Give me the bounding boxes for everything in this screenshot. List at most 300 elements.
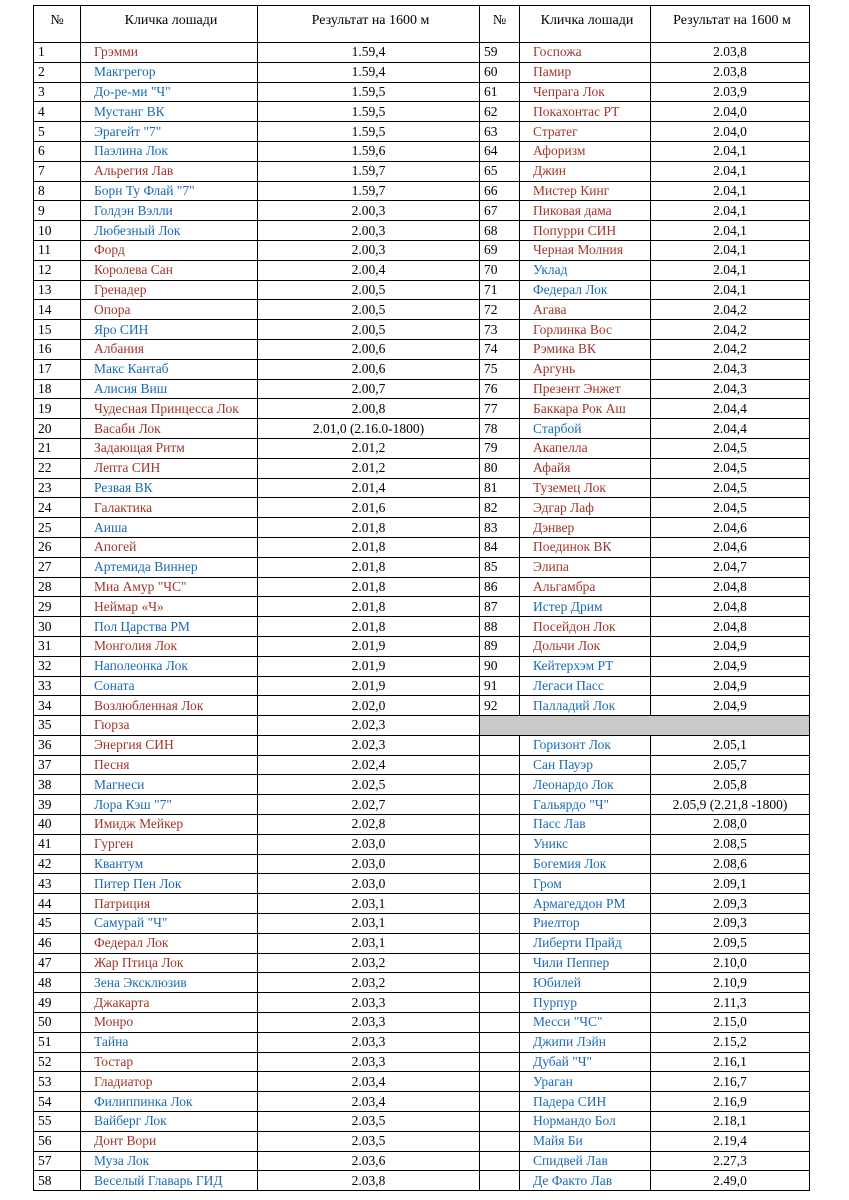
table-row bbox=[34, 498, 810, 518]
row-number: 32 bbox=[34, 656, 81, 676]
result-time: 2.04,1 bbox=[651, 141, 810, 161]
row-number: 82 bbox=[480, 498, 520, 518]
horse-name: Покахонтас РТ bbox=[520, 102, 651, 122]
row-number: 76 bbox=[480, 379, 520, 399]
result-time: 2.10,0 bbox=[651, 953, 810, 973]
result-time: 1.59,6 bbox=[258, 141, 480, 161]
result-time: 2.04,3 bbox=[651, 359, 810, 379]
result-time: 2.01,9 bbox=[258, 656, 480, 676]
result-time: 2.08,6 bbox=[651, 854, 810, 874]
row-number bbox=[480, 1171, 520, 1191]
row-number: 55 bbox=[34, 1112, 81, 1132]
horse-name: Риелтор bbox=[520, 914, 651, 934]
horse-name: Презент Энжет bbox=[520, 379, 651, 399]
row-number bbox=[480, 1032, 520, 1052]
horse-name: Месси "ЧС" bbox=[520, 1013, 651, 1033]
row-number: 69 bbox=[480, 240, 520, 260]
row-number: 23 bbox=[34, 478, 81, 498]
horse-name: Гальярдо "Ч" bbox=[520, 795, 651, 815]
row-number bbox=[480, 1072, 520, 1092]
result-time: 2.01,8 bbox=[258, 518, 480, 538]
result-time: 2.03,1 bbox=[258, 933, 480, 953]
result-time: 2.18,1 bbox=[651, 1112, 810, 1132]
table-row bbox=[34, 973, 810, 993]
horse-name: Кейтерхэм РТ bbox=[520, 656, 651, 676]
horse-name: Филиппинка Лок bbox=[81, 1092, 258, 1112]
row-number: 50 bbox=[34, 1013, 81, 1033]
row-number: 9 bbox=[34, 201, 81, 221]
row-number: 16 bbox=[34, 339, 81, 359]
row-number: 85 bbox=[480, 557, 520, 577]
row-number: 34 bbox=[34, 696, 81, 716]
horse-name: Уникс bbox=[520, 834, 651, 854]
horse-name: Апогей bbox=[81, 537, 258, 557]
row-number: 4 bbox=[34, 102, 81, 122]
horse-name: Квантум bbox=[81, 854, 258, 874]
horse-name: Агава bbox=[520, 300, 651, 320]
table-row bbox=[34, 815, 810, 835]
result-time: 2.03,9 bbox=[651, 82, 810, 102]
result-time: 2.01,9 bbox=[258, 636, 480, 656]
header-result-left: Результат на 1600 м bbox=[258, 6, 480, 43]
row-number: 7 bbox=[34, 161, 81, 181]
horse-name: Дубай "Ч" bbox=[520, 1052, 651, 1072]
row-number: 38 bbox=[34, 775, 81, 795]
row-number: 86 bbox=[480, 577, 520, 597]
table-row bbox=[34, 993, 810, 1013]
horse-name: Имидж Мейкер bbox=[81, 815, 258, 835]
horse-name: Стратег bbox=[520, 122, 651, 142]
result-time: 2.02,3 bbox=[258, 716, 480, 736]
result-time: 2.01,8 bbox=[258, 597, 480, 617]
result-time: 2.04,1 bbox=[651, 181, 810, 201]
row-number: 29 bbox=[34, 597, 81, 617]
horse-name: Ураган bbox=[520, 1072, 651, 1092]
result-time: 2.04,1 bbox=[651, 221, 810, 241]
table-row bbox=[34, 676, 810, 696]
table-row bbox=[34, 914, 810, 934]
horse-name: Патриция bbox=[81, 894, 258, 914]
result-time: 2.04,9 bbox=[651, 696, 810, 716]
result-time: 2.04,2 bbox=[651, 339, 810, 359]
result-time: 2.09,5 bbox=[651, 933, 810, 953]
row-number: 71 bbox=[480, 280, 520, 300]
horse-name: Попурри СИН bbox=[520, 221, 651, 241]
row-number bbox=[480, 933, 520, 953]
row-number: 88 bbox=[480, 617, 520, 637]
row-number: 63 bbox=[480, 122, 520, 142]
horse-name: Тайна bbox=[81, 1032, 258, 1052]
result-time: 2.04,2 bbox=[651, 320, 810, 340]
horse-name: Джакарта bbox=[81, 993, 258, 1013]
row-number: 19 bbox=[34, 399, 81, 419]
result-time: 2.03,1 bbox=[258, 894, 480, 914]
row-number: 72 bbox=[480, 300, 520, 320]
row-number: 6 bbox=[34, 141, 81, 161]
horse-name: Грэмми bbox=[81, 43, 258, 63]
table-row bbox=[34, 82, 810, 102]
result-time: 2.01,8 bbox=[258, 577, 480, 597]
horse-name: Дольчи Лок bbox=[520, 636, 651, 656]
result-time: 2.01,2 bbox=[258, 438, 480, 458]
row-number bbox=[480, 993, 520, 1013]
row-number: 60 bbox=[480, 62, 520, 82]
result-time: 1.59,4 bbox=[258, 43, 480, 63]
horse-name: Песня bbox=[81, 755, 258, 775]
result-time: 2.03,6 bbox=[258, 1151, 480, 1171]
result-time: 2.04,5 bbox=[651, 438, 810, 458]
horse-name: До-ре-ми "Ч" bbox=[81, 82, 258, 102]
result-time: 2.15,2 bbox=[651, 1032, 810, 1052]
horse-name: Черная Молния bbox=[520, 240, 651, 260]
result-time: 2.01,2 bbox=[258, 458, 480, 478]
row-number: 22 bbox=[34, 458, 81, 478]
table-row bbox=[34, 1112, 810, 1132]
row-number: 77 bbox=[480, 399, 520, 419]
result-time: 2.04,9 bbox=[651, 676, 810, 696]
table-row bbox=[34, 716, 810, 736]
result-time: 2.09,1 bbox=[651, 874, 810, 894]
horse-name: Посейдон Лок bbox=[520, 617, 651, 637]
result-time: 2.04,8 bbox=[651, 597, 810, 617]
row-number: 59 bbox=[480, 43, 520, 63]
row-number: 66 bbox=[480, 181, 520, 201]
table-row bbox=[34, 933, 810, 953]
row-number: 70 bbox=[480, 260, 520, 280]
horse-name: Резвая ВК bbox=[81, 478, 258, 498]
table-row bbox=[34, 1072, 810, 1092]
result-time: 2.04,1 bbox=[651, 201, 810, 221]
result-time: 2.03,5 bbox=[258, 1112, 480, 1132]
table-row bbox=[34, 458, 810, 478]
result-time: 2.01,8 bbox=[258, 557, 480, 577]
row-number: 31 bbox=[34, 636, 81, 656]
row-number: 27 bbox=[34, 557, 81, 577]
result-time: 2.49,0 bbox=[651, 1171, 810, 1191]
row-number: 24 bbox=[34, 498, 81, 518]
row-number: 18 bbox=[34, 379, 81, 399]
separator-band bbox=[480, 716, 810, 736]
table-row bbox=[34, 1032, 810, 1052]
horse-name: Истер Дрим bbox=[520, 597, 651, 617]
row-number: 56 bbox=[34, 1131, 81, 1151]
result-time: 2.04,4 bbox=[651, 419, 810, 439]
horse-name: Падера СИН bbox=[520, 1092, 651, 1112]
table-row bbox=[34, 1171, 810, 1191]
table-row bbox=[34, 1013, 810, 1033]
result-time: 2.01,8 bbox=[258, 617, 480, 637]
row-number: 65 bbox=[480, 161, 520, 181]
result-time: 2.01,8 bbox=[258, 537, 480, 557]
horse-name: Гладиатор bbox=[81, 1072, 258, 1092]
table-row bbox=[34, 181, 810, 201]
result-time: 2.02,8 bbox=[258, 815, 480, 835]
header-result-right: Результат на 1600 м bbox=[651, 6, 810, 43]
row-number: 1 bbox=[34, 43, 81, 63]
row-number: 2 bbox=[34, 62, 81, 82]
table-row bbox=[34, 419, 810, 439]
table-row bbox=[34, 834, 810, 854]
result-time: 2.04,3 bbox=[651, 379, 810, 399]
result-time: 2.09,3 bbox=[651, 894, 810, 914]
table-row bbox=[34, 260, 810, 280]
row-number: 89 bbox=[480, 636, 520, 656]
result-time: 2.03,0 bbox=[258, 854, 480, 874]
row-number bbox=[480, 1131, 520, 1151]
horse-name: Самурай "Ч" bbox=[81, 914, 258, 934]
table-row bbox=[34, 854, 810, 874]
horse-name: Эрагейт "7" bbox=[81, 122, 258, 142]
row-number bbox=[480, 1151, 520, 1171]
result-time: 2.03,3 bbox=[258, 993, 480, 1013]
result-time: 2.01,9 bbox=[258, 676, 480, 696]
row-number: 57 bbox=[34, 1151, 81, 1171]
horse-name: Чепрага Лок bbox=[520, 82, 651, 102]
row-number: 36 bbox=[34, 735, 81, 755]
row-number: 39 bbox=[34, 795, 81, 815]
horse-name: Юбилей bbox=[520, 973, 651, 993]
horse-name: Палладий Лок bbox=[520, 696, 651, 716]
horse-name: Любезный Лок bbox=[81, 221, 258, 241]
table-row bbox=[34, 438, 810, 458]
table-row bbox=[34, 221, 810, 241]
horse-name: Миа Амур "ЧС" bbox=[81, 577, 258, 597]
row-number bbox=[480, 914, 520, 934]
table-row bbox=[34, 518, 810, 538]
horse-name: Опора bbox=[81, 300, 258, 320]
row-number: 68 bbox=[480, 221, 520, 241]
horse-name: Акапелла bbox=[520, 438, 651, 458]
table-row bbox=[34, 359, 810, 379]
horse-name: Пурпур bbox=[520, 993, 651, 1013]
result-time: 2.16,1 bbox=[651, 1052, 810, 1072]
horse-name: Леонардо Лок bbox=[520, 775, 651, 795]
horse-name: Монголия Лок bbox=[81, 636, 258, 656]
horse-name: Богемия Лок bbox=[520, 854, 651, 874]
result-time: 2.04,7 bbox=[651, 557, 810, 577]
row-number: 53 bbox=[34, 1072, 81, 1092]
result-time: 2.04,5 bbox=[651, 458, 810, 478]
horse-name: Веселый Главарь ГИД bbox=[81, 1171, 258, 1191]
horse-name: Аиша bbox=[81, 518, 258, 538]
row-number: 51 bbox=[34, 1032, 81, 1052]
row-number bbox=[480, 1052, 520, 1072]
horse-name: Макгрегор bbox=[81, 62, 258, 82]
row-number bbox=[480, 775, 520, 795]
result-time: 1.59,5 bbox=[258, 102, 480, 122]
result-time: 2.02,7 bbox=[258, 795, 480, 815]
table-row bbox=[34, 617, 810, 637]
table-row bbox=[34, 102, 810, 122]
row-number: 48 bbox=[34, 973, 81, 993]
result-time: 2.03,8 bbox=[258, 1171, 480, 1191]
result-time: 2.10,9 bbox=[651, 973, 810, 993]
horse-name: Алисия Виш bbox=[81, 379, 258, 399]
row-number: 75 bbox=[480, 359, 520, 379]
row-number: 17 bbox=[34, 359, 81, 379]
result-time: 2.04,9 bbox=[651, 656, 810, 676]
table-row bbox=[34, 201, 810, 221]
table-row bbox=[34, 656, 810, 676]
header-number-right: № bbox=[480, 6, 520, 43]
horse-name: Васаби Лок bbox=[81, 419, 258, 439]
horse-name: Возлюбленная Лок bbox=[81, 696, 258, 716]
result-time: 2.04,4 bbox=[651, 399, 810, 419]
table-row bbox=[34, 379, 810, 399]
horse-name: Федерал Лок bbox=[81, 933, 258, 953]
horse-name: Наполеонка Лок bbox=[81, 656, 258, 676]
row-number: 14 bbox=[34, 300, 81, 320]
row-number: 40 bbox=[34, 815, 81, 835]
row-number: 33 bbox=[34, 676, 81, 696]
row-number bbox=[480, 834, 520, 854]
table-row bbox=[34, 399, 810, 419]
result-time: 2.04,9 bbox=[651, 636, 810, 656]
row-number bbox=[480, 1112, 520, 1132]
result-time: 2.00,5 bbox=[258, 280, 480, 300]
horse-name: Питер Пен Лок bbox=[81, 874, 258, 894]
horse-name: Альгамбра bbox=[520, 577, 651, 597]
result-time: 2.02,0 bbox=[258, 696, 480, 716]
horse-name: Голдэн Вэлли bbox=[81, 201, 258, 221]
result-time: 2.09,3 bbox=[651, 914, 810, 934]
row-number bbox=[480, 795, 520, 815]
result-time: 2.03,8 bbox=[651, 43, 810, 63]
horse-name: Джипи Лэйн bbox=[520, 1032, 651, 1052]
row-number: 35 bbox=[34, 716, 81, 736]
result-time: 2.00,7 bbox=[258, 379, 480, 399]
table-row bbox=[34, 1052, 810, 1072]
row-number: 37 bbox=[34, 755, 81, 775]
horse-name: Армагеддон РМ bbox=[520, 894, 651, 914]
result-time: 2.19,4 bbox=[651, 1131, 810, 1151]
horse-name: Донт Вори bbox=[81, 1131, 258, 1151]
row-number: 20 bbox=[34, 419, 81, 439]
result-time: 2.03,3 bbox=[258, 1032, 480, 1052]
row-number: 13 bbox=[34, 280, 81, 300]
result-time: 2.03,5 bbox=[258, 1131, 480, 1151]
horse-results-sheet bbox=[33, 5, 809, 1191]
row-number: 30 bbox=[34, 617, 81, 637]
row-number: 91 bbox=[480, 676, 520, 696]
row-number: 64 bbox=[480, 141, 520, 161]
row-number: 3 bbox=[34, 82, 81, 102]
table-row bbox=[34, 735, 810, 755]
result-time: 2.03,4 bbox=[258, 1092, 480, 1112]
table-row bbox=[34, 636, 810, 656]
result-time: 2.04,2 bbox=[651, 300, 810, 320]
table-row bbox=[34, 557, 810, 577]
row-number: 73 bbox=[480, 320, 520, 340]
result-time: 2.00,5 bbox=[258, 320, 480, 340]
row-number: 28 bbox=[34, 577, 81, 597]
horse-name: Мустанг ВК bbox=[81, 102, 258, 122]
horse-name: Рэмика ВК bbox=[520, 339, 651, 359]
result-time: 2.04,1 bbox=[651, 260, 810, 280]
row-number bbox=[480, 874, 520, 894]
result-time: 2.03,3 bbox=[258, 1052, 480, 1072]
result-time: 2.05,9 (2.21,8 -1800) bbox=[651, 795, 810, 815]
horse-name: Лепта СИН bbox=[81, 458, 258, 478]
horse-name: Де Факто Лав bbox=[520, 1171, 651, 1191]
row-number: 11 bbox=[34, 240, 81, 260]
row-number bbox=[480, 973, 520, 993]
result-time: 2.04,8 bbox=[651, 617, 810, 637]
horse-name: Спидвей Лав bbox=[520, 1151, 651, 1171]
table-header-row bbox=[34, 6, 810, 43]
result-time: 2.05,7 bbox=[651, 755, 810, 775]
row-number: 42 bbox=[34, 854, 81, 874]
horse-name: Зена Эксклюзив bbox=[81, 973, 258, 993]
horse-name: Горизонт Лок bbox=[520, 735, 651, 755]
horse-name: Гюрза bbox=[81, 716, 258, 736]
row-number bbox=[480, 755, 520, 775]
result-time: 2.04,0 bbox=[651, 122, 810, 142]
result-time: 2.05,1 bbox=[651, 735, 810, 755]
row-number bbox=[480, 815, 520, 835]
horse-name: Гурген bbox=[81, 834, 258, 854]
table-row bbox=[34, 597, 810, 617]
table-body bbox=[34, 43, 810, 1191]
row-number: 84 bbox=[480, 537, 520, 557]
horse-name: Афоризм bbox=[520, 141, 651, 161]
result-time: 2.03,2 bbox=[258, 953, 480, 973]
row-number: 12 bbox=[34, 260, 81, 280]
row-number: 90 bbox=[480, 656, 520, 676]
row-number: 92 bbox=[480, 696, 520, 716]
result-time: 2.03,8 bbox=[651, 62, 810, 82]
result-time: 1.59,7 bbox=[258, 181, 480, 201]
table-row bbox=[34, 122, 810, 142]
horse-name: Пол Царства РМ bbox=[81, 617, 258, 637]
row-number bbox=[480, 854, 520, 874]
table-row bbox=[34, 478, 810, 498]
horse-name: Альрегия Лав bbox=[81, 161, 258, 181]
table-row bbox=[34, 874, 810, 894]
row-number: 80 bbox=[480, 458, 520, 478]
result-time: 2.15,0 bbox=[651, 1013, 810, 1033]
horse-name: Госпожа bbox=[520, 43, 651, 63]
row-number bbox=[480, 1092, 520, 1112]
result-time: 2.04,6 bbox=[651, 537, 810, 557]
row-number bbox=[480, 894, 520, 914]
row-number bbox=[480, 1013, 520, 1033]
row-number bbox=[480, 953, 520, 973]
row-number: 15 bbox=[34, 320, 81, 340]
horse-name: Памир bbox=[520, 62, 651, 82]
row-number: 45 bbox=[34, 914, 81, 934]
result-time: 2.08,0 bbox=[651, 815, 810, 835]
table-row bbox=[34, 300, 810, 320]
result-time: 2.27,3 bbox=[651, 1151, 810, 1171]
result-time: 2.01,6 bbox=[258, 498, 480, 518]
result-time: 2.02,3 bbox=[258, 735, 480, 755]
result-time: 2.04,1 bbox=[651, 280, 810, 300]
result-time: 1.59,5 bbox=[258, 122, 480, 142]
horse-name: Албания bbox=[81, 339, 258, 359]
results-table bbox=[33, 5, 810, 1191]
row-number bbox=[480, 735, 520, 755]
row-number: 62 bbox=[480, 102, 520, 122]
table-row bbox=[34, 43, 810, 63]
table-row bbox=[34, 62, 810, 82]
horse-name: Магнеси bbox=[81, 775, 258, 795]
row-number: 83 bbox=[480, 518, 520, 538]
row-number: 43 bbox=[34, 874, 81, 894]
horse-name: Сан Пауэр bbox=[520, 755, 651, 775]
table-row bbox=[34, 953, 810, 973]
result-time: 2.03,1 bbox=[258, 914, 480, 934]
